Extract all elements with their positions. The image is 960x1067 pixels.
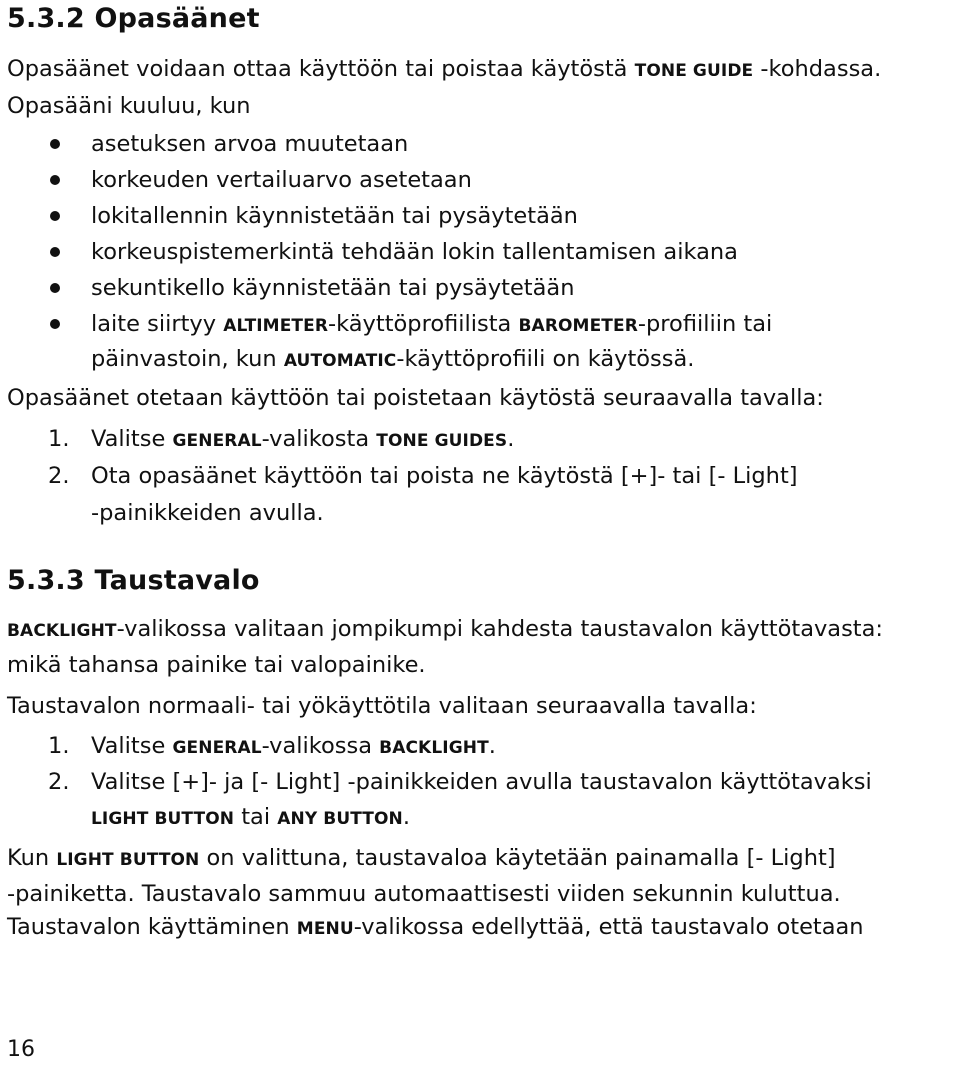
backlight-paragraph-continuation: mikä tahansa painike tai valopainike. (7, 652, 426, 678)
step-number: 2. (48, 769, 70, 795)
backlight-paragraph (7, 614, 883, 646)
general-keyword: GENERAL (172, 738, 262, 758)
intro-paragraph (7, 54, 881, 86)
tone-guide-keyword: TONE GUIDE (634, 61, 754, 81)
paragraph-text: on valittuna, taustavaloa käytetään painamalla [- Light] (199, 845, 836, 871)
section-heading-opasaanet: 5.3.2 Opasäänet (7, 3, 260, 34)
step-text-part: -valikosta (261, 426, 377, 452)
step-text-part: tai (234, 804, 278, 830)
step-text (91, 424, 514, 456)
bullet-dot (50, 283, 60, 293)
bullet-item-profile (91, 309, 772, 341)
general-keyword: GENERAL (172, 431, 262, 451)
backlight-keyword: BACKLIGHT (7, 621, 117, 641)
backlight-keyword: BACKLIGHT (379, 738, 489, 758)
paragraph-text: Kun (7, 845, 57, 871)
bullet-dot (50, 175, 60, 185)
intro-text-end: -kohdassa. (753, 56, 882, 82)
bullet-item: asetuksen arvoa muutetaan (91, 131, 409, 157)
steps-intro: Opasäänet otetaan käyttöön tai poistetaan käytöstä seuraavalla tavalla: (7, 385, 824, 411)
paragraph-text: Taustavalon käyttäminen (7, 914, 297, 940)
light-button-keyword: LIGHT BUTTON (56, 850, 200, 870)
lead-text: Opasääni kuuluu, kun (7, 93, 251, 119)
bullet-text: laite siirtyy (91, 311, 224, 337)
step-text-continuation: -painikkeiden avulla. (91, 500, 324, 526)
light-button-paragraph (7, 843, 836, 875)
bullet-item: korkeuspistemerkintä tehdään lokin tallentamisen aikana (91, 239, 738, 265)
step-text-part: -valikossa (261, 733, 380, 759)
step-text: Ota opasäänet käyttöön tai poista ne käytöstä [+]- tai [- Light] (91, 463, 798, 489)
bullet-item-continuation (91, 344, 694, 376)
barometer-keyword: BAROMETER (518, 316, 638, 336)
automatic-keyword: AUTOMATIC (283, 351, 397, 371)
step-text: Valitse [+]- ja [- Light] -painikkeiden avulla taustavalon käyttötavaksi (91, 769, 872, 795)
bullet-text: päinvastoin, kun (91, 346, 284, 372)
step-text-part: . (507, 426, 515, 452)
step-text (91, 731, 496, 763)
bullet-dot (50, 211, 60, 221)
step-text-part: Valitse (91, 426, 173, 452)
intro-text: Opasäänet voidaan ottaa käyttöön tai poistaa käytöstä (7, 56, 635, 82)
step-text-part: . (402, 804, 411, 830)
bullet-item: korkeuden vertailuarvo asetetaan (91, 167, 472, 193)
step-number: 1. (48, 733, 70, 759)
step-number: 2. (48, 463, 70, 489)
altimeter-keyword: ALTIMETER (223, 316, 329, 336)
bullet-item: lokitallennin käynnistetään tai pysäytetään (91, 203, 578, 229)
tone-guides-keyword: TONE GUIDES (376, 431, 508, 451)
step-text-part: Valitse (91, 733, 173, 759)
bullet-item: sekuntikello käynnistetään tai pysäytetään (91, 275, 575, 301)
paragraph-text: -valikossa valitaan jompikumpi kahdesta taustavalon käyttötavasta: (116, 616, 883, 642)
step-text-part: . (488, 733, 496, 759)
steps-intro: Taustavalon normaali- tai yökäyttötila valitaan seuraavalla tavalla: (7, 693, 757, 719)
bullet-text: -profiiliin tai (637, 311, 773, 337)
bullet-dot (50, 139, 60, 149)
light-button-keyword: LIGHT BUTTON (91, 809, 235, 829)
bullet-dot (50, 247, 60, 257)
paragraph-text: -valikossa edellyttää, että taustavalo otetaan (353, 914, 864, 940)
bullet-text: -käyttöprofiili on käytössä. (396, 346, 695, 372)
section-heading-taustavalo: 5.3.3 Taustavalo (7, 565, 260, 596)
menu-keyword: MENU (296, 919, 354, 939)
any-button-keyword: ANY BUTTON (277, 809, 403, 829)
step-number: 1. (48, 426, 70, 452)
bullet-text: -käyttöprofiilista (328, 311, 519, 337)
bullet-dot (50, 319, 60, 329)
step-text-continuation (91, 802, 410, 834)
light-button-paragraph-continuation: -painiketta. Taustavalo sammuu automaattisesti viiden sekunnin kuluttua. (7, 881, 841, 907)
page-number: 16 (7, 1037, 35, 1062)
menu-paragraph (7, 912, 864, 944)
